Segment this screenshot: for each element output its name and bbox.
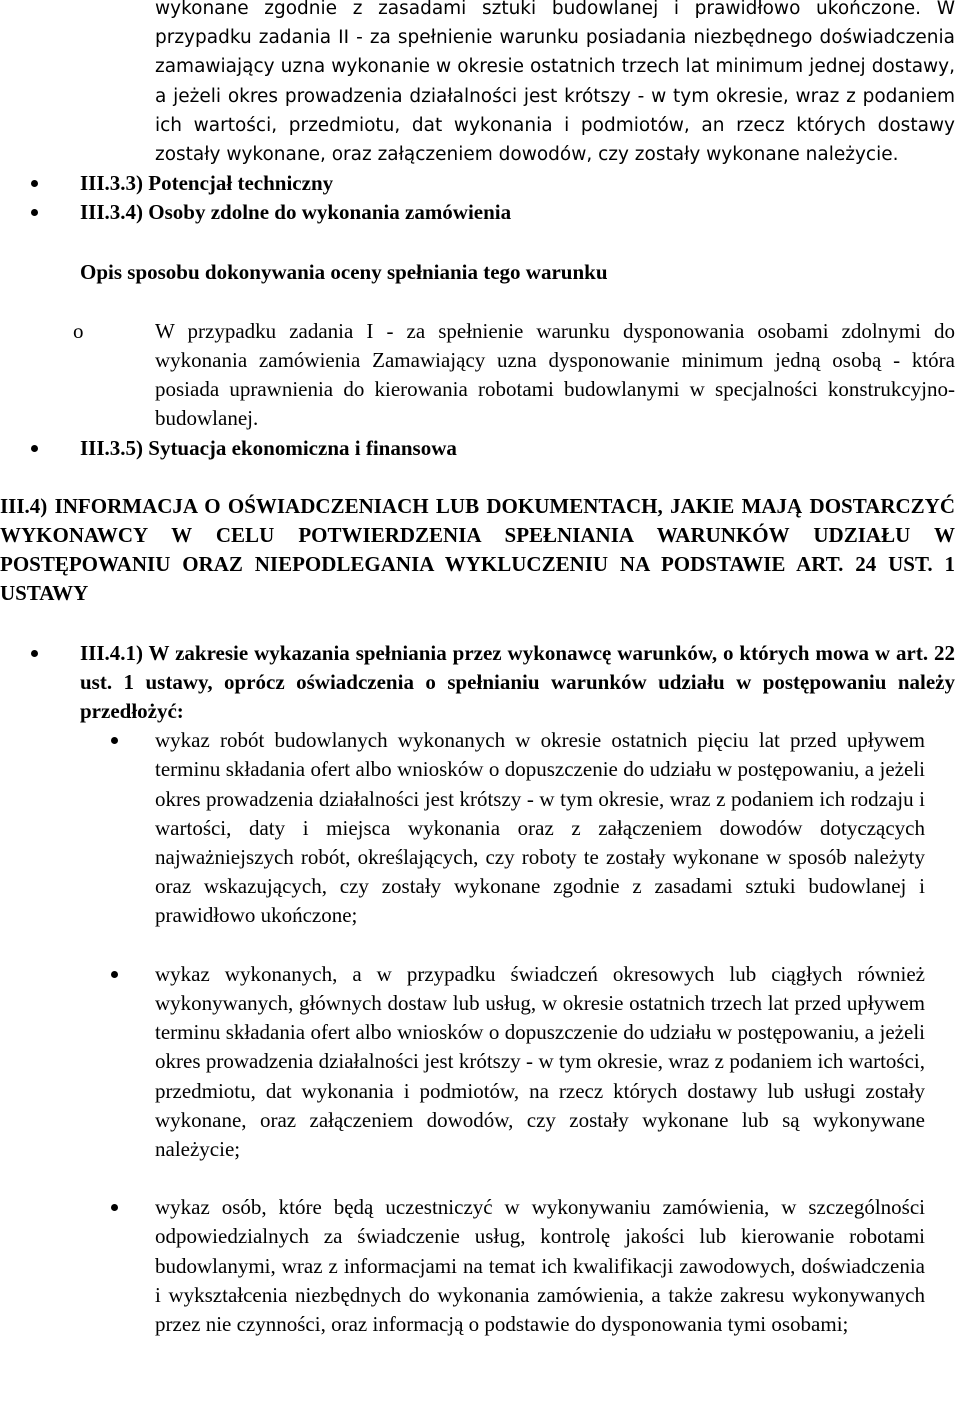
opis-sposobu-title: Opis sposobu dokonywania oceny spełniania tego warunku (80, 259, 608, 284)
bullet-icon (111, 1204, 118, 1211)
sub-item-text: III.4.1) W zakresie wykazania spełniania przez wykonawcę warunków, o których mowa w art. 22 ust. 1 ustawy, oprócz oświadczenia o spełnianiu warunków udziału w postępowaniu należy przedłożyć: (80, 640, 955, 724)
bullet-icon (31, 445, 38, 452)
intro-paragraph: wykonane zgodnie z zasadami sztuki budowlanej i prawidłowo ukończone. W przypadku zadania II - za spełnienie warunku posiadania niezbędnego doświadczenia zamawiający uzna wykonanie w okresie ostatnich trzech lat minimum jednej dostawy, a jeżeli okres prowadzenia działalności jest krótszy - w tym okresie, wraz z podaniem ich wartości, przedmiotu, dat wykonania i podmiotów, an rzecz których dostawy zostały wykonane, oraz załączeniem dowodów, czy zostały wykonane należycie. (155, 0, 955, 166)
sub-item-iii-4-1 (80, 639, 955, 727)
list-item-text: wykaz robót budowlanych wykonanych w okresie ostatnich pięciu lat przed upływem terminu składania ofert albo wniosków o dopuszczenie do udziału w postępowaniu, a jeżeli okres prowadzenia działalności jest krótszy - w tym okresie, wraz z podaniem ich rodzaju i wartości, daty i miejsca wykonania oraz z załączeniem dowodów dotyczących najważniejszych robót, określających, czy roboty te zostały wykonane w sposób należyty oraz wskazujących, czy zostały wykonane zgodnie z zasadami sztuki budowlanej i prawidłowo ukończone; (155, 728, 925, 928)
list-item-roboty (155, 726, 925, 930)
section-title-iii-4: III.4) INFORMACJA O OŚWIADCZENIACH LUB DOKUMENTACH, JAKIE MAJĄ DOSTARCZYĆ WYKONAWCY W CELU POTWIERDZENIA SPEŁNIANIA WARUNKÓW UDZIAŁU W POSTĘPOWANIU ORAZ NIEPODLEGANIA WYKLUCZENIU NA PODSTAWIE ART. 24 UST. 1 USTAWY (0, 493, 955, 606)
list-item-text: wykaz wykonanych, a w przypadku świadczeń okresowych lub ciągłych również wykonywanych, głównych dostaw lub usług, w okresie ostatnich trzech lat przed upływem terminu składania ofert albo wniosków o dopuszczenie do udziału w postępowaniu, a jeżeli okres prowadzenia działalności jest krótszy - w tym okresie, wraz z podaniem ich wartości, przedmiotu, dat wykonania i podmiotów, na rzecz których dostawy lub usługi zostały wykonane, oraz załączeniem dowodów, czy zostały wykonane lub są wykonywane należycie; (155, 961, 925, 1161)
bullet-icon (31, 650, 38, 657)
o-item-text: W przypadku zadania I - za spełnienie warunku dysponowania osobami zdolnymi do wykonania zamówienia Zamawiający uzna dysponowanie minimum jedną osobą - która posiada uprawnienia do kierowania robotami budowlanymi w specjalności konstrukcyjno-budowlanej. (155, 318, 955, 431)
o-list-item (73, 317, 955, 434)
list-item-text: wykaz osób, które będą uczestniczyć w wykonywaniu zamówienia, w szczególności odpowiedzialnych za świadczenie usług, kontrolę jakości lub kierowanie robotami budowlanymi, wraz z informacjami na temat ich kwalifikacji zawodowych, doświadczenia i wykształcenia niezbędnych do wykonania zamówienia, a także zakresu wykonywanych przez nie czynności, oraz informacją o podstawie do dysponowania tymi osobami; (155, 1195, 925, 1336)
list-item-osoby (155, 1193, 925, 1339)
bullet-icon (111, 971, 118, 978)
heading-potencjal-text: III.3.3) Potencjał techniczny (80, 171, 334, 196)
bullet-icon (31, 209, 38, 216)
list-item-dostawy (155, 960, 925, 1164)
bullet-icon (31, 180, 38, 187)
bullet-icon (111, 737, 118, 744)
heading-osoby-text: III.3.4) Osoby zdolne do wykonania zamówienia (80, 200, 512, 225)
heading-sytuacja-text: III.3.5) Sytuacja ekonomiczna i finansowa (80, 435, 457, 460)
heading-potencjal-techniczny (80, 169, 960, 198)
circle-marker-icon: o (73, 318, 84, 343)
heading-sytuacja-ekonomiczna (80, 434, 960, 463)
heading-osoby-zdolne (80, 198, 960, 227)
